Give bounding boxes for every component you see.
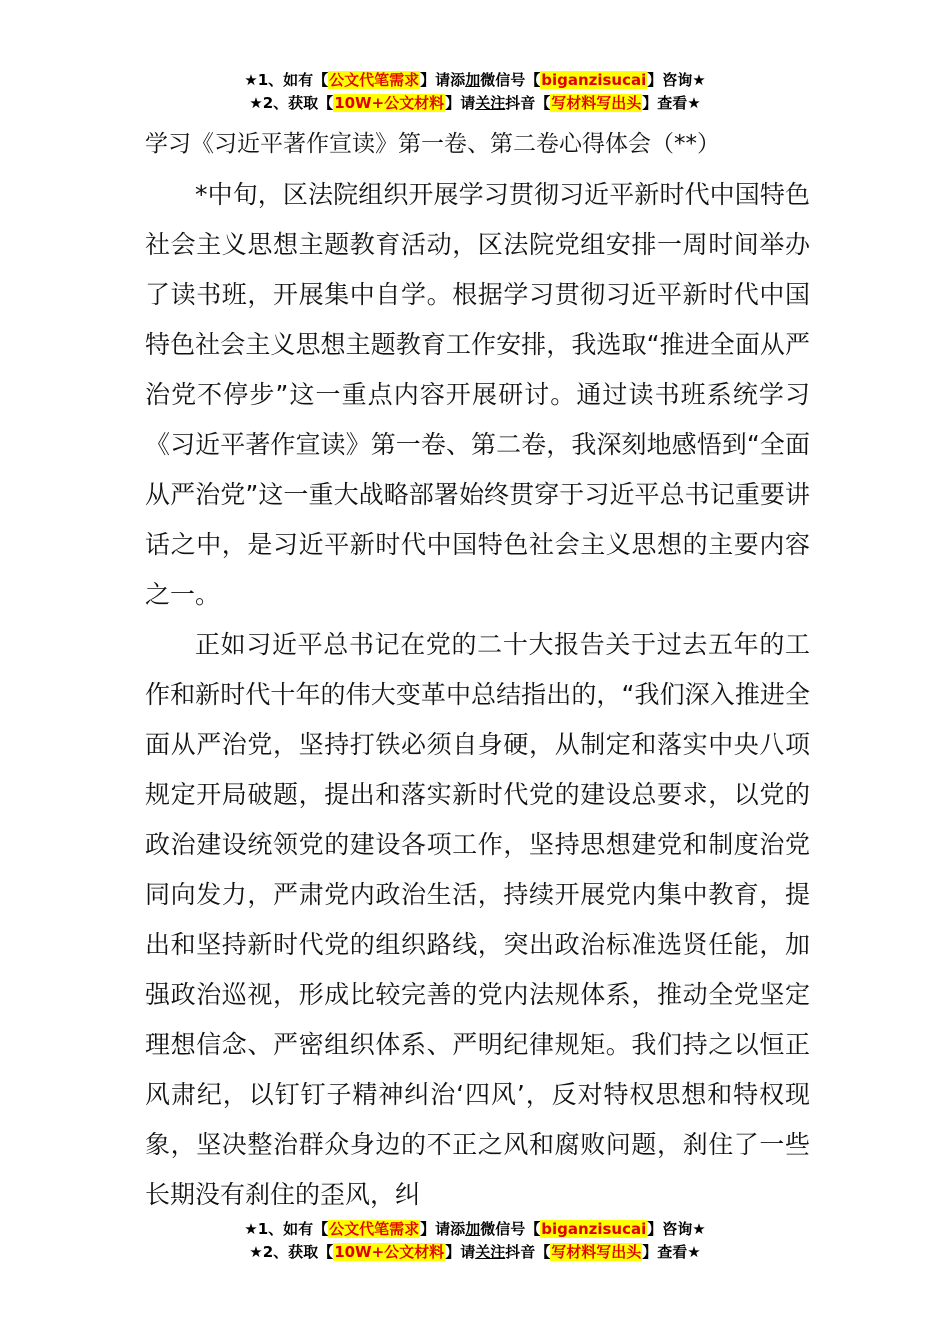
banner-text: 微信号【 bbox=[480, 71, 541, 89]
banner-text: 】请添 bbox=[420, 71, 466, 89]
banner-underlined: 关注 bbox=[475, 94, 506, 112]
banner-line-1 bbox=[0, 69, 950, 92]
banner-highlight: 公文代笔需求 bbox=[329, 71, 420, 89]
banner-text: 】请添 bbox=[420, 1220, 466, 1238]
banner-text: ★1、如有【 bbox=[244, 1220, 329, 1238]
document-body bbox=[145, 124, 810, 1220]
banner-text: 】请 bbox=[445, 1243, 476, 1261]
banner-text: 】查看★ bbox=[642, 1243, 701, 1261]
banner-text: 】咨询★ bbox=[647, 1220, 706, 1238]
banner-highlight: 10W+公文材料 bbox=[334, 1243, 445, 1261]
banner-highlight: 10W+公文材料 bbox=[334, 94, 445, 112]
banner-highlight: biganzisucai bbox=[541, 71, 647, 89]
document-title: 学习《习近平著作宣读》第一卷、第二卷心得体会（**） bbox=[145, 131, 720, 157]
banner-text: 】查看★ bbox=[642, 94, 701, 112]
banner-line-2 bbox=[0, 1241, 950, 1264]
banner-underlined: 加 bbox=[465, 71, 481, 89]
banner-text: 抖音【 bbox=[505, 1243, 551, 1261]
paragraph-1: *中旬，区法院组织开展学习贯彻习近平新时代中国特色社会主义思想主题教育活动，区法院党组安排一周时间举办了读书班，开展集中自学。根据学习贯彻习近平新时代中国特色社会主义思想主题教育工作安排，我选取“推进全面从严治党不停步”这一重点内容开展研讨。通过读书班系统学习《习近平著作宣读》第一卷、第二卷，我深刻地感悟到“全面从严治党”这一重大战略部署始终贯穿于习近平总书记重要讲话之中，是习近平新时代中国特色社会主义思想的主要内容之一。 bbox=[145, 180, 810, 609]
banner-text: 微信号【 bbox=[480, 1220, 541, 1238]
banner-underlined: 关注 bbox=[475, 1243, 506, 1261]
paragraph-2: 正如习近平总书记在党的二十大报告关于过去五年的工作和新时代十年的伟大变革中总结指出的，“我们深入推进全面从严治党，坚持打铁必须自身硬，从制定和落实中央八项规定开局破题，提出和落实新时代党的建设总要求，以党的政治建设统领党的建设各项工作，坚持思想建党和制度治党同向发力，严肃党内政治生活，持续开展党内集中教育，提出和坚持新时代党的组织路线，突出政治标准选贤任能，加强政治巡视，形成比较完善的党内法规体系，推动全党坚定理想信念、严密组织体系、严明纪律规矩。我们持之以恒正风肃纪，以钉钉子精神纠治‘四风’，反对特权思想和特权现象，坚决整治群众身边的不正之风和腐败问题，刹住了一些长期没有刹住的歪风，纠 bbox=[145, 630, 810, 1209]
banner-underlined: 加 bbox=[465, 1220, 481, 1238]
banner-text: ★2、获取【 bbox=[249, 94, 334, 112]
banner-text: 】咨询★ bbox=[647, 71, 706, 89]
banner-text: 抖音【 bbox=[505, 94, 551, 112]
footer-banner bbox=[0, 1218, 950, 1264]
banner-text: ★1、如有【 bbox=[244, 71, 329, 89]
banner-line-2 bbox=[0, 92, 950, 115]
banner-line-1 bbox=[0, 1218, 950, 1241]
header-banner bbox=[0, 69, 950, 115]
banner-text: 】请 bbox=[445, 94, 476, 112]
banner-highlight: 公文代笔需求 bbox=[329, 1220, 420, 1238]
banner-highlight: 写材料写出头 bbox=[551, 1243, 642, 1261]
banner-highlight: biganzisucai bbox=[541, 1220, 647, 1238]
banner-highlight: 写材料写出头 bbox=[551, 94, 642, 112]
banner-text: ★2、获取【 bbox=[249, 1243, 334, 1261]
